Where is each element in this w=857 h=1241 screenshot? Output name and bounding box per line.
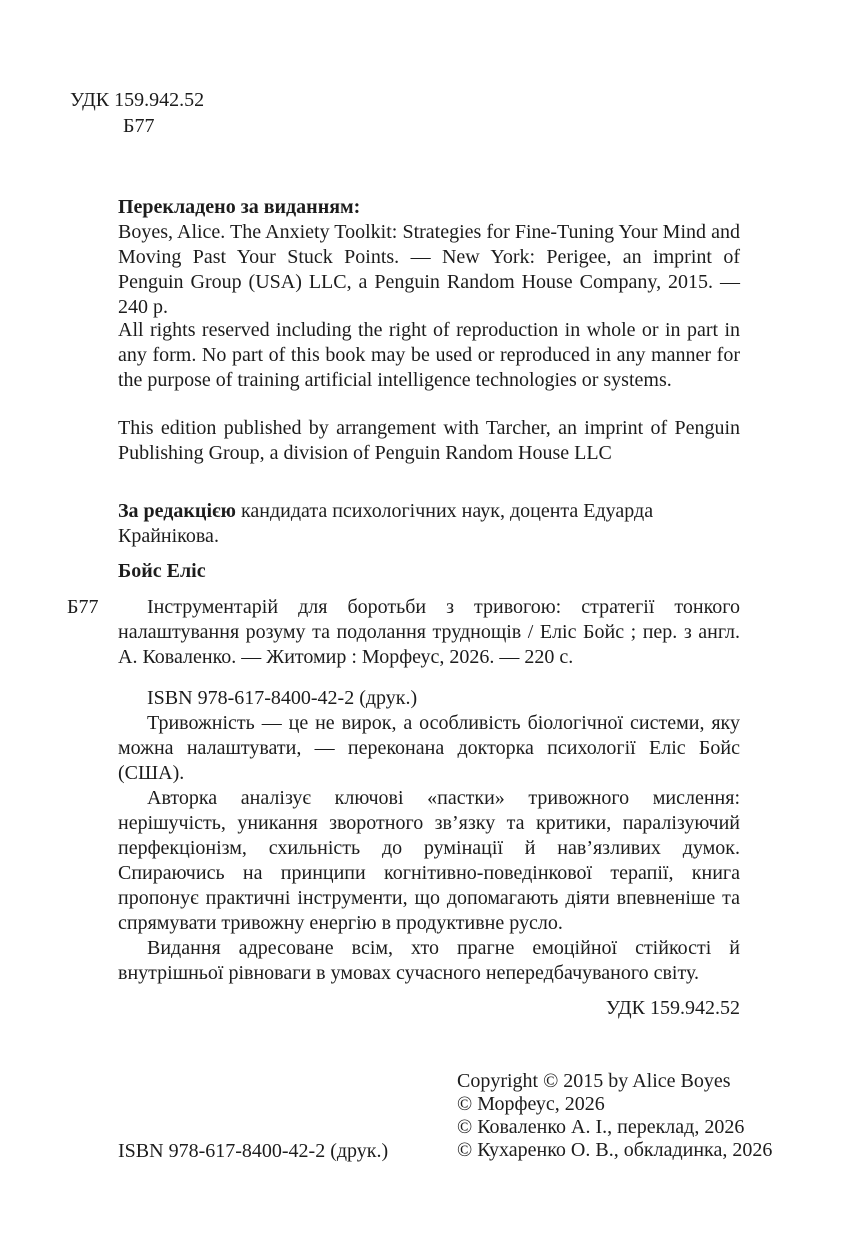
editor-label: За редакцією	[118, 500, 236, 522]
udc-code-top: УДК 159.942.52	[70, 89, 205, 111]
annotation-paragraph-1: Тривожність — це не вирок, а особливість біологічної системи, яку можна налаштувати, — переконана докторка психології Еліс Бойс (США).	[118, 712, 740, 784]
annotation-paragraph-2: Авторка аналізує ключові «пастки» тривожного мислення: нерішучість, уникання зворотного зв’язку та критики, паралізуючий перфекціонізм, схильність до румінації й нав’язливих думок. Спираючись на принципи когнітивно-поведінкової терапії, книга пропонує практичні інструменти, що допомагають діяти впевненіше та спрямувати тривожну енергію в продуктивне русло.	[118, 787, 740, 934]
copyright-line-translator: © Коваленко А. І., переклад, 2026	[457, 1116, 745, 1138]
catalog-entry: Інструментарій для боротьби з тривогою: стратегії тонкого налаштування розуму та подолання труднощів / Еліс Бойс ; пер. з англ. А. Коваленко. — Житомир : Морфеус, 2026. — 220 с.	[118, 596, 740, 668]
bbk-code-top: Б77	[123, 115, 155, 137]
copyright-column	[457, 1070, 772, 1162]
editor-text: кандидата психологічних наук, доцента Едуарда Крайнікова.	[118, 500, 654, 547]
editor-line	[118, 499, 740, 549]
source-edition-block	[118, 195, 740, 320]
annotation-paragraph-3: Видання адресоване всім, хто прагне емоційної стійкості й внутрішньої рівноваги в умовах сучасного непередбачуваного світу.	[118, 937, 740, 984]
udc-code-bottom: УДК 159.942.52	[605, 997, 740, 1019]
annotation-block	[118, 686, 740, 986]
isbn-footer: ISBN 978-617-8400-42-2 (друк.)	[118, 1140, 389, 1162]
rights-notice: All rights reserved including the right of reproduction in whole or in part in any form. No part of this book may be used or reproduced in any manner for the purpose of training artificial intelligence technologies or systems.	[118, 319, 740, 391]
edition-notice: This edition published by arrangement with Tarcher, an imprint of Penguin Publishing Group, a division of Penguin Random House LLC	[118, 417, 740, 464]
source-edition-label: Перекладено за виданням:	[118, 196, 361, 218]
copyright-line-original: Copyright © 2015 by Alice Boyes	[457, 1070, 731, 1092]
source-edition-citation: Boyes, Alice. The Anxiety Toolkit: Strategies for Fine-Tuning Your Mind and Moving Past Your Stuck Points. — New York: Perigee, an imprint of Penguin Group (USA) LLC, a Penguin Random House Company, 2015. — 240 p.	[118, 221, 740, 318]
copyright-line-cover: © Кухаренко О. В., обкладинка, 2026	[457, 1139, 773, 1161]
bbk-code-catalog: Б77	[67, 596, 99, 618]
copyright-line-publisher: © Морфеус, 2026	[457, 1093, 605, 1115]
author-heading: Бойс Еліс	[118, 560, 206, 582]
isbn-catalog: ISBN 978-617-8400-42-2 (друк.)	[147, 687, 418, 709]
